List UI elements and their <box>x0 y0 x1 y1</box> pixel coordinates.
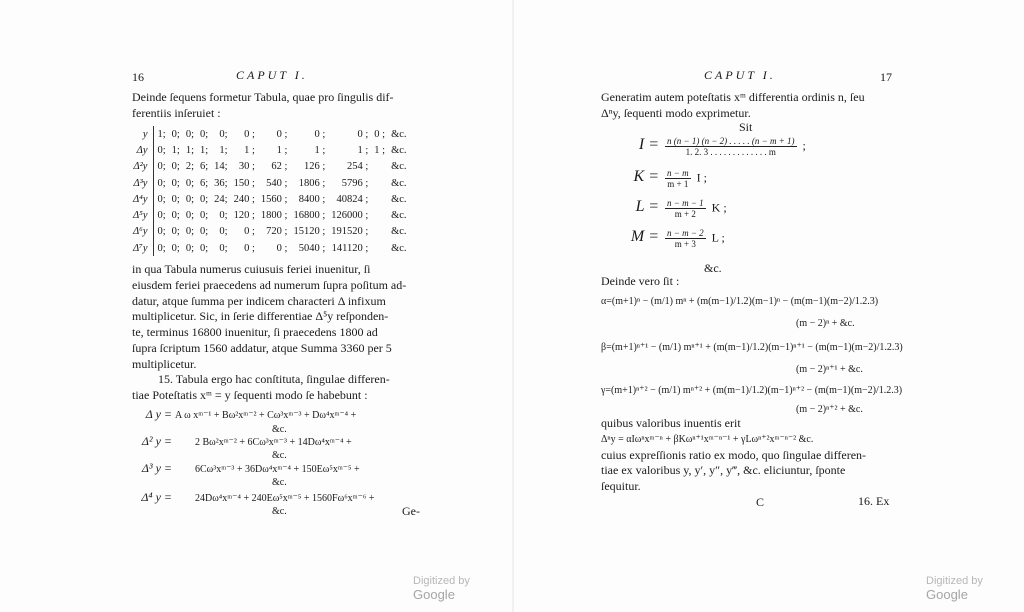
table-row <box>130 207 410 223</box>
table-cell <box>371 191 388 207</box>
table-cell: 1800 ; <box>260 210 288 222</box>
equation-delta-4-cont: &c. <box>272 506 287 517</box>
table-cell: 0; <box>185 193 194 205</box>
equation-delta-1: Δ y = A ω xᵐ⁻¹ + Bω²xᵐ⁻² + Cω³xᵐ⁻³ + Dω⁴xᵐ⁻⁴ + <box>145 407 357 421</box>
table-cell: 0; <box>157 193 166 205</box>
series-gamma-cont: (m − 2)ⁿ⁺² + &c. <box>796 404 863 415</box>
table-cell: 6; <box>200 177 209 189</box>
table-cell: 0; <box>219 242 228 254</box>
table-cell: 8400 ; <box>298 193 326 205</box>
table-cell: 0; <box>185 226 194 238</box>
table-cell <box>371 175 388 191</box>
table-cell: 1; <box>157 128 166 140</box>
page-number: 16 <box>132 70 144 84</box>
table-cell: 1 ; <box>357 144 369 156</box>
table-row <box>130 126 410 142</box>
table-cell: 0; <box>200 242 209 254</box>
table-cell: 0; <box>185 210 194 222</box>
table-cell: 14; <box>214 161 228 173</box>
table-cell: 0; <box>157 210 166 222</box>
table-cell: 40824 ; <box>336 193 369 205</box>
definition-I: I = $\frac{n (n - 1) (n - 2) . . . . . (n - m + 1)}{1. 2. 3 . . . . . . . . . . . . . m}$ ; <box>638 136 806 157</box>
table-cell: 240 ; <box>233 193 255 205</box>
table-cell: &c. <box>391 128 407 140</box>
table-cell: 24; <box>214 193 228 205</box>
table-row <box>130 159 410 175</box>
row-label: Δ⁶y <box>130 224 154 240</box>
series-beta: β=(m+1)ⁿ⁺¹ − (m/1) mⁿ⁺¹ + (m(m−1)/1.2)(m−1)ⁿ⁺¹ − (m(m−1)(m−2)/1.2.3) <box>601 342 903 353</box>
row-label: Δ⁴y <box>130 191 154 207</box>
table-cell: 5040 ; <box>298 242 326 254</box>
table-cell: 0; <box>200 210 209 222</box>
table-cell: 0; <box>219 210 228 222</box>
row-label: y <box>130 126 154 142</box>
table-cell: 126000 ; <box>331 210 369 222</box>
table-cell: 15120 ; <box>293 226 326 238</box>
table-cell: 62 ; <box>271 161 288 173</box>
table-row <box>130 191 410 207</box>
table-cell: 1 ; <box>276 144 288 156</box>
table-cell: 0; <box>157 242 166 254</box>
table-cell: 0; <box>185 177 194 189</box>
table-cell: 540 ; <box>266 177 288 189</box>
table-cell: 30 ; <box>238 161 255 173</box>
table-cell: &c. <box>391 242 407 254</box>
intro-text: Generatim autem poteſtatis xᵐ differentia ordinis n, ſeu Δⁿy, ſequenti modo exprimetur. <box>601 90 865 120</box>
table-cell <box>371 224 388 240</box>
equation-delta-2: Δ² y = 2 Bω²xᵐ⁻² + 6Cω³xᵐ⁻³ + 14Dω⁴xᵐ⁻⁴ + <box>141 434 352 448</box>
google-watermark: Digitized by Google <box>926 575 983 602</box>
table-cell: 1 ; <box>374 144 386 156</box>
table-cell: 1806 ; <box>298 177 326 189</box>
table-cell: 254 ; <box>346 161 369 173</box>
table-cell: &c. <box>391 177 407 189</box>
table-cell: &c. <box>391 193 407 205</box>
equation-delta-2-cont: &c. <box>272 450 287 461</box>
difference-table <box>130 126 410 256</box>
right-page <box>514 0 1024 612</box>
series-alpha-cont: (m − 2)ⁿ + &c. <box>796 318 855 329</box>
table-cell <box>371 159 388 175</box>
equation-delta-3: Δ³ y = 6Cω³xᵐ⁻³ + 36Dω⁴xᵐ⁻⁴ + 150Eω⁵xᵐ⁻⁵ + <box>141 461 360 475</box>
table-cell: 0 ; <box>276 242 288 254</box>
table-cell: 120 ; <box>233 210 255 222</box>
table-cell: 1; <box>171 144 180 156</box>
table-cell: 36; <box>214 177 228 189</box>
intro-text: Deinde ſequens formetur Tabula, quae pro ſingulis dif- ferentiis inſeruiet : <box>132 90 394 120</box>
table-cell: 0 ; <box>276 128 288 140</box>
table-cell: 1 ; <box>244 144 255 156</box>
catchword: 16. Ex <box>858 494 890 508</box>
definition-M: M = $\frac{n - m - 2}{m + 3}$ L ; <box>630 228 725 249</box>
deinde-text: Deinde vero ſit : <box>601 274 680 288</box>
table-cell: 126 ; <box>303 161 326 173</box>
page-number: 17 <box>880 70 892 84</box>
table-cell: 0; <box>171 193 180 205</box>
table-cell: 0; <box>171 226 180 238</box>
closing-paragraph: quibus valoribus inuentis erit Δⁿy = αIωⁿxᵐ⁻ⁿ + βKωⁿ⁺¹xᵐ⁻ⁿ⁻¹ + γLωⁿ⁺²xᵐ⁻ⁿ⁻² &c. cuius expreſſionis ratio ex modo, quo ſingulae differen- tiae ex valoribus y, y′, y″, y‴, &c. eliciuntur, ſponte ſequitur. <box>601 416 867 494</box>
running-head: CAPUT I. <box>236 68 308 82</box>
explanation-paragraph: in qua Tabula numerus cuiusuis feriei inuenitur, ſi eiusdem feriei praecedens ad numerum ſupra poſitum ad- datur, atque ſumma per indicem characteri Δ infixum multiplicetur. Sic, in ſerie differentiae Δ⁵y reſponden- te, terminus 16800 inuenitur, ſi praecedens 1800 ad ſupra ſcriptum 1560 addatur, atque Summa 3360 per 5 multiplicetur. <box>132 262 407 371</box>
table-cell: 0; <box>171 210 180 222</box>
table-cell: 0; <box>157 177 166 189</box>
table-cell: 0 ; <box>244 128 255 140</box>
running-head: CAPUT I. <box>704 68 776 82</box>
table-cell: 141120 ; <box>331 242 369 254</box>
table-cell: 1 ; <box>314 144 326 156</box>
table-cell: 720 ; <box>266 226 288 238</box>
table-cell: 0; <box>157 144 166 156</box>
table-cell: 0; <box>219 128 228 140</box>
table-cell: 0; <box>157 226 166 238</box>
series-gamma: γ=(m+1)ⁿ⁺² − (m/1) mⁿ⁺² + (m(m−1)/1.2)(m−1)ⁿ⁺² − (m(m−1)(m−2)/1.2.3) <box>601 385 903 396</box>
table-cell: 0; <box>171 242 180 254</box>
table-cell: 0 ; <box>314 128 326 140</box>
definition-K: K = $\frac{n - m}{m + 1}$ I ; <box>633 168 707 189</box>
equation-delta-1-cont: &c. <box>272 424 287 435</box>
table-cell: 150 ; <box>233 177 255 189</box>
table-row <box>130 224 410 240</box>
table-cell: 0; <box>171 161 180 173</box>
table-cell: 0 ; <box>374 128 386 140</box>
definitions-etc: &c. <box>704 261 722 275</box>
table-cell: 6; <box>200 161 209 173</box>
series-beta-cont: (m − 2)ⁿ⁺¹ + &c. <box>796 364 863 375</box>
table-cell: &c. <box>391 226 407 238</box>
table-cell: 0 ; <box>244 226 255 238</box>
table-cell: 191520 ; <box>331 226 369 238</box>
table-cell: 0 ; <box>357 128 369 140</box>
table-cell: 0; <box>157 161 166 173</box>
table-cell: 0 ; <box>244 242 255 254</box>
series-alpha: α=(m+1)ⁿ − (m/1) mⁿ + (m(m−1)/1.2)(m−1)ⁿ − (m(m−1)(m−2)/1.2.3) <box>601 296 879 307</box>
row-label: Δ⁵y <box>130 207 154 223</box>
row-label: Δ³y <box>130 175 154 191</box>
table-cell: 0; <box>200 193 209 205</box>
row-label: Δ²y <box>130 159 154 175</box>
table-cell: 5796 ; <box>341 177 369 189</box>
table-row <box>130 142 410 158</box>
table-cell: 0; <box>185 242 194 254</box>
table-cell: 0; <box>200 128 209 140</box>
table-cell: 0; <box>171 128 180 140</box>
equation-delta-3-cont: &c. <box>272 477 287 488</box>
table-row <box>130 240 410 256</box>
sit-label: Sit <box>739 120 753 134</box>
table-cell: &c. <box>391 210 407 222</box>
table-cell: 1; <box>185 144 194 156</box>
table-cell: 2; <box>185 161 194 173</box>
catchword: Ge- <box>402 504 420 518</box>
signature-mark: C <box>756 495 765 509</box>
table-cell: &c. <box>391 161 407 173</box>
row-label: Δ⁷y <box>130 240 154 256</box>
table-cell: 1; <box>219 144 228 156</box>
table-row <box>130 175 410 191</box>
definition-L: L = $\frac{n - m - 1}{m + 2}$ K ; <box>635 198 727 219</box>
google-watermark: Digitized by Google <box>413 575 470 602</box>
row-label: Δy <box>130 142 154 158</box>
table-cell: 1560 ; <box>260 193 288 205</box>
table-cell <box>371 240 388 256</box>
table-cell: 0; <box>171 177 180 189</box>
section-15-text: 15. Tabula ergo hac conſtituta, ſingulae differen- tiae Poteſtatis xᵐ = y ſequenti modo ſe habebunt : <box>132 372 390 402</box>
table-cell: 16800 ; <box>293 210 326 222</box>
table-cell: 0; <box>185 128 194 140</box>
equation-delta-4: Δ⁴ y = 24Dω⁴xᵐ⁻⁴ + 240Eω⁵xᵐ⁻⁵ + 1560Fω⁶xᵐ⁻⁶ + <box>141 490 375 504</box>
table-cell: &c. <box>391 144 407 156</box>
table-cell: 1; <box>200 144 209 156</box>
table-cell: 0; <box>200 226 209 238</box>
table-cell <box>371 207 388 223</box>
table-cell: 0; <box>219 226 228 238</box>
